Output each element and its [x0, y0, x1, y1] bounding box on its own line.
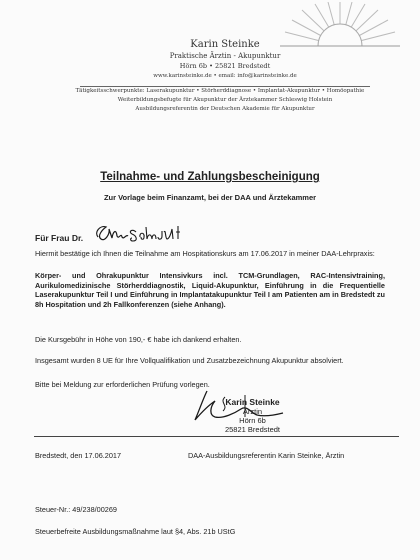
header-qualification-2: Ausbildungsreferentin der Deutschen Akademie für Akupunktur	[135, 106, 315, 112]
stamp-city: 25821 Bredstedt	[224, 425, 281, 434]
paragraph-fee: Die Kursgebühr in Höhe von 190,- € habe ich dankend erhalten.	[35, 335, 242, 344]
paragraph-exam-note: Bitte bei Meldung zur erforderlichen Prüfung vorlegen.	[35, 380, 210, 389]
stamp-name: Karin Steinke	[225, 397, 280, 407]
document-subtitle: Zur Vorlage beim Finanzamt, bei der DAA und Ärztekammer	[103, 193, 317, 202]
recipient-label: Für Frau Dr.	[35, 233, 84, 243]
header-subtitle: Praktische Ärztin - Akupunktur	[169, 52, 281, 60]
recipient-name-handwriting	[92, 220, 187, 246]
header-address: Hörn 6b • 25821 Bredstedt	[179, 62, 271, 70]
document-title: Teilnahme- und Zahlungsbescheinigung	[100, 171, 320, 183]
stamp-street: Hörn 6b	[239, 416, 266, 425]
paragraph-units: Insgesamt wurden 8 UE für Ihre Vollqualifikation und Zusatzbezeichnung Akupunktur absolviert.	[35, 356, 344, 365]
paragraph-course-content: Körper- und Ohrakupunktur Intensivkurs incl. TCM-Grundlagen, RAC-Intensivtraining, Aurikulomedizinische Störherddiagnostik, Liquid-Akupunktur, Einführung in die Frequentielle Laserakupunktur Teil I und Einführung in Implantatakupunktur Teil I am Patienten am in Bredstedt zu 8h Hospitation und 2h Fallkonferenzen (siehe Anhang).	[35, 271, 385, 309]
referent-caption: DAA-Ausbildungsreferentin Karin Steinke, Ärztin	[188, 451, 345, 460]
header-name: Karin Steinke	[190, 39, 260, 50]
header-web-email: www.karinsteinke.de • email: info@karinsteinke.de	[153, 73, 297, 79]
stamp-title: Ärztin	[242, 407, 263, 416]
header-divider	[80, 86, 370, 87]
signature-line	[34, 436, 399, 437]
referent-signature	[185, 387, 290, 425]
header-qualification-1: Weiterbildungsbefugte für Akupunktur der Ärztekammer Schleswig Holstein	[117, 97, 333, 103]
header-services: Tätigkeitsschwerpunkte: Laserakupunktur • Störherddiagnose • Implantat-Akupunktur • Homöopathie	[75, 88, 365, 94]
tax-exempt-note: Steuerbefreite Ausbildungsmaßnahme laut §4, Abs. 21b UStG	[35, 527, 236, 536]
paragraph-participation: Hiermit bestätige ich Ihnen die Teilnahme am Hospitationskurs am 17.06.2017 in meiner DAA-Lehrpraxis:	[35, 249, 375, 258]
tax-number: Steuer-Nr.: 49/238/00269	[35, 505, 117, 514]
place-date: Bredstedt, den 17.06.2017	[35, 451, 122, 460]
